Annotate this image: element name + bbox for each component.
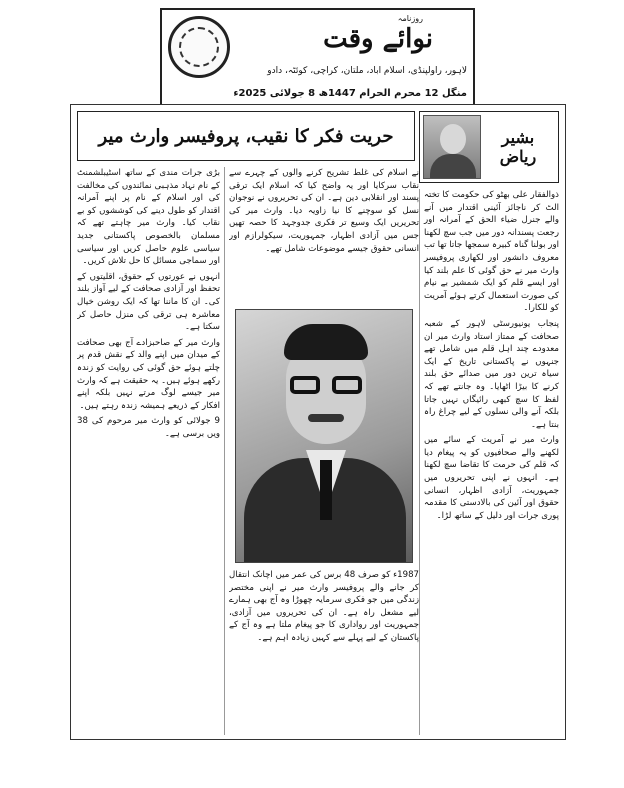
- publication-date: منگل 12 محرم الحرام 1447ھ 8 جولائی 2025ء: [233, 88, 467, 99]
- article-title: حریت فکر کا نقیب، پروفیسر وارث میر: [98, 125, 394, 147]
- article-headline-banner: [77, 111, 415, 161]
- paragraph: نے اسلام کی غلط تشریح کرنے والوں کے چہرے سے نقاب سرکایا اور یہ واضح کیا کہ اسلام ایک ترقی پسند اور انقلابی دین ہے۔ ان کی تحریروں نے نوجوان نسل کو سوچنے کا نیا زاویہ دیا۔ وارث میر کی تحریریں ایک وسیع تر فکری جدوجہد کا حصہ تھیں جس میں آزادی اظہار، جمہوریت، سیکولرازم اور انسانی حقوق جیسے موضوعات شامل تھے۔: [229, 168, 419, 254]
- article-column-middle-top: [229, 167, 419, 303]
- paragraph: پنجاب یونیورسٹی لاہور کے شعبہ صحافت کے ممتاز استاد وارث میر ان معدودے چند اہل قلم میں شامل تھے جنہوں نے پاکستانی تاریخ کے ایک سیاہ ترین دور میں صدائے حق بلند کرنے کا بیڑا اٹھایا۔ وہ جانتے تھے کہ لفظ کا سچ کبھی رائیگاں نہیں جاتا بلکہ آنے والی نسلوں کے لیے چراغ راہ بنتا ہے۔: [424, 318, 559, 430]
- paragraph: 9 جولائی کو وارث میر مرحوم کی 38 ویں برسی ہے۔: [77, 416, 220, 439]
- masthead-cities: لاہور، راولپنڈی، اسلام آباد، ملتان، کراچی، کوئٹہ، دادو: [267, 66, 467, 76]
- article-clipping: [70, 104, 566, 740]
- newspaper-name: نوائے وقت: [323, 24, 433, 54]
- author-box: [419, 111, 559, 183]
- article-column-left: [77, 167, 225, 735]
- author-photo: [423, 115, 481, 179]
- masthead-tagline: روزنامہ: [397, 14, 423, 23]
- newspaper-logo-icon: [168, 16, 230, 78]
- article-column-right: [419, 189, 559, 735]
- paragraph: ذوالفقار علی بھٹو کی حکومت کا تختہ الٹ کر ناجائز آئینی اقتدار میں آنے والے جنرل ضیاء الحق کے آمرانہ اور رجعت پسندانہ دور میں جب سچ لکھنا اور بولنا گناہ کبیرہ سمجھا جاتا تھا تب معروف دانشور اور لکھاری پروفیسر وارث میر نے حق گوئی کا علم بلند کیا اور ایسے قلم کو ایک شمشیر بے نیام کی صورت استعمال کرتے ہوئے آمریت کو للکارا۔: [424, 190, 559, 314]
- newspaper-masthead: [160, 8, 475, 108]
- author-name: بشیر ریاض: [499, 128, 537, 166]
- paragraph: وارث میر نے آمریت کے سائے میں لکھنے والے صحافیوں کو یہ پیغام دیا کہ قلم کی حرمت کا تقاضا سچ لکھنا ہے۔ انہوں نے اپنی تحریروں میں جمہوریت، آزادی اظہار، انسانی حقوق اور آئین کی بالادستی کا مقدمہ پوری جرات اور دلیل کے ساتھ لڑا۔: [424, 435, 559, 521]
- paragraph: انہوں نے عورتوں کے حقوق، اقلیتوں کے تحفظ اور آزادی صحافت کے لیے آواز بلند کی۔ ان کا ماننا تھا کہ ایک روشن خیال معاشرہ ہی ترقی کی منزل حاصل کر سکتا ہے۔: [77, 271, 220, 333]
- article-column-middle-bottom: [229, 569, 419, 735]
- paragraph: وارث میر کے صاحبزادے آج بھی صحافت کے میدان میں اپنے والد کے نقش قدم پر چلتے ہوئے حق گوئی کی روایت کو زندہ رکھے ہوئے ہیں۔ یہ حقیقت ہے کہ وارث میر جیسے لوگ مرتے نہیں بلکہ اپنے افکار کے ذریعے ہمیشہ زندہ رہتے ہیں۔: [77, 337, 220, 411]
- paragraph: بڑی جرات مندی کے ساتھ اسٹیبلشمنٹ کے نام نہاد مذہبی نمائندوں کی مخالفت کی اور اسلام کے نام پر اپنے آمرانہ اقتدار کو طول دینے کی کوششوں کو بے نقاب کیا۔ وارث میر چاہتے تھے کہ مسلمان بالخصوص پاکستانی جدید سیاسی علوم حاصل کریں اور سیاسی اور سماجی مسائل کا حل تلاش کریں۔: [77, 168, 220, 267]
- subject-portrait-photo: [235, 309, 413, 563]
- paragraph: 1987ء کو صرف 48 برس کی عمر میں اچانک انتقال کر جانے والے پروفیسر وارث میر نے اپنی مختصر زندگی میں جو فکری سرمایہ چھوڑا وہ آج بھی ہمارے لیے مشعل راہ ہے۔ ان کی تحریروں میں آزادی، جمہوریت اور رواداری کا جو پیغام ملتا ہے وہ آج کے پاکستان کے لیے پہلے سے کہیں زیادہ اہم ہے۔: [229, 570, 419, 643]
